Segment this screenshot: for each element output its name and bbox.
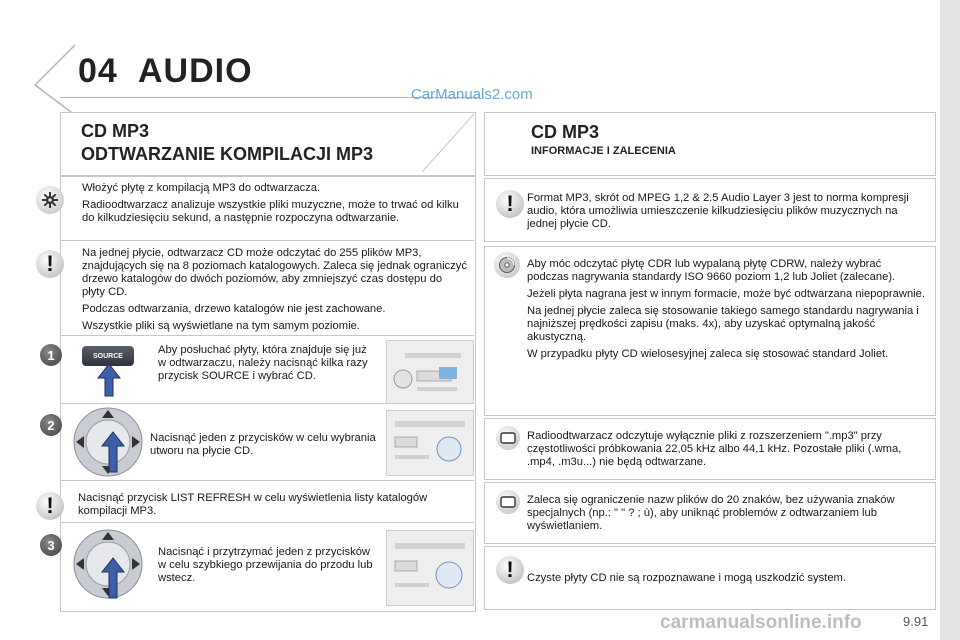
watermark-top[interactable]: CarManuals2.com [411,86,533,103]
note-icon [496,490,520,514]
step-3-text: Nacisnąć i przytrzymać jeden z przycisków w celu szybkiego przewijania do przodu lub wstecz. [158,546,373,584]
info-2-paragraph-3: Na jednej płycie zaleca się stosowanie takiego samego standardu nagrywania i najniższej prędkości zapisu (maks. 4x), aby uzyskać optymalną jakość akustyczną. [527,305,919,343]
step-3-badge: 3 [40,534,62,556]
info-2-paragraph-4: W przypadku płyty CD wielosesyjnej zaleca się stosować standard Joliet. [527,348,889,360]
warning2-text: Nacisnąć przycisk LIST REFRESH w celu wyświetlenia listy katalogów kompilacji MP3. [78,492,428,517]
note-icon [496,426,520,450]
intro-paragraph-1: Włożyć płytę z kompilacją MP3 do odtwarzacza. [82,182,321,194]
info-4-text: Zaleca się ograniczenie nazw plików do 20 znaków, bez używania znaków specjalnych (np.: " " ? ; ù), aby uniknąć problemów z odtwarzaniem lub wyświetlaniem. [527,494,895,532]
info-5-text: Czyste płyty CD nie są rozpoznawane i mogą uszkodzić system. [527,572,846,584]
source-button[interactable]: SOURCE [82,346,134,366]
info-2-paragraph-1: Aby móc odczytać płytę CDR lub wypalaną płytę CDRW, należy wybrać podczas nagrywania standardy ISO 9660 poziom 1,2 lub Joliet (zalecane). [527,258,896,283]
gear-icon [36,186,64,214]
press-arrow-icon [100,430,126,474]
warning-icon: ! [496,556,524,584]
left-title-box [60,112,476,176]
step-2-badge: 2 [40,414,62,436]
left-title-line1: CD MP3 [81,121,150,141]
warning-icon: ! [496,190,524,218]
left-title-line2: ODTWARZANIE KOMPILACJI MP3 [81,144,374,164]
page-number: 9.91 [903,614,929,629]
info-1-text: Format MP3, skrót od MPEG 1,2 & 2.5 Audio Layer 3 jest to norma kompresji audio, która umożliwia umieszczenie kilkudziesięciu plików muzycznych na jednej płycie CD. [527,192,909,230]
info-2-paragraph-2: Jeżeli płyta nagrana jest w innym formacie, może być odtwarzana niepoprawnie. [527,288,925,300]
disc-icon [494,252,520,278]
info-2-text [527,258,925,365]
radio-panel-thumbnail [386,340,474,404]
chapter-title: AUDIO [138,52,253,90]
chapter-number: 04 [78,52,118,90]
press-arrow-icon [96,362,122,398]
intro-paragraph-2: Radioodtwarzacz analizuje wszystkie pliki muzyczne, może to trwać od kilku do kilkudziesięciu sekund, a następnie rozpoczyna odtwarzanie. [82,199,459,224]
step-2-text: Nacisnąć jeden z przycisków w celu wybrania utworu na płycie CD. [150,432,376,457]
right-subtitle: INFORMACJE I ZALECENIA [531,145,676,157]
divider [60,522,474,523]
step-1-text: Aby posłuchać płyty, która znajduje się już w odtwarzaczu, należy nacisnąć kilka razy przycisk SOURCE i wybrać CD. [158,344,368,382]
warning1-paragraph-3: Wszystkie pliki są wyświetlane na tym samym poziomie. [82,320,360,332]
step-1-badge: 1 [40,344,62,366]
press-arrow-icon [100,556,126,600]
radio-panel-thumbnail [386,410,474,476]
intro-text [82,182,467,229]
divider [60,480,474,481]
radio-panel-thumbnail [386,530,474,606]
page-edge-strip [940,0,960,640]
divider [60,240,474,241]
warning1-paragraph-2: Podczas odtwarzania, drzewo katalogów nie jest zachowane. [82,303,386,315]
title-box-diagonal [420,112,476,174]
warning-icon: ! [36,250,64,278]
right-title: CD MP3 [531,122,600,142]
watermark-bottom: carmanualsonline.info [660,612,862,633]
divider [60,335,474,336]
right-title-box [484,112,936,176]
warning1-text [82,247,467,337]
info-3-text: Radioodtwarzacz odczytuje wyłącznie pliki z rozszerzeniem ".mp3" przy częstotliwości próbkowania 22,05 kHz albo 44,1 kHz. Pozostałe pliki (.wma, .mp4, .m3u...) nie będą odtwarzane. [527,430,902,468]
warning-icon: ! [36,492,64,520]
warning1-paragraph-1: Na jednej płycie, odtwarzacz CD może odczytać do 255 plików MP3, znajdujących się na 8 poziomach katalogowych. Zaleca się jednak ograniczyć drzewo katalogów do dwóch poziomów, aby zmniejszyć czas dostępu do płyty CD. [82,247,467,298]
